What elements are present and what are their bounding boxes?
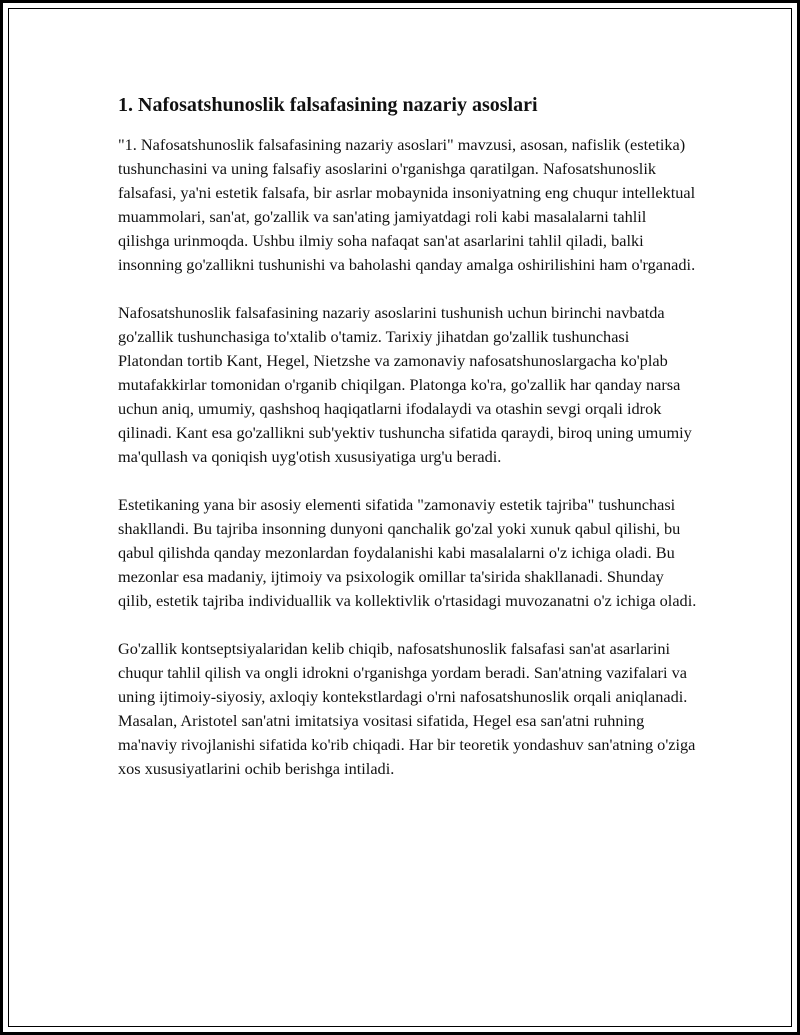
paragraph-4: Go'zallik kontseptsiyalaridan kelib chiqib, nafosatshunoslik falsafasi san'at asarlarini chuqur tahlil qilish va ongli idrokni o'rganishga yordam beradi. San'atning vazifalari va uning ijtimoiy-siyosiy, axloqiy kontekstlardagi o'rni nafosatshunoslik orqali aniqlanadi. Masalan, Aristotel san'atni imitatsiya vositasi sifatida, Hegel esa san'atni ruhning ma'naviy rivojlanishi sifatida ko'rib chiqadi. Har bir teoretik yondashuv san'atning o'ziga xos xususiyatlarini ochib berishga intiladi.	[118, 639, 696, 778]
paragraph-2: Nafosatshunoslik falsafasining nazariy asoslarini tushunish uchun birinchi navbatda go'zallik tushunchasiga to'xtalib o'tamiz. Tarixiy jihatdan go'zallik tushunchasi Platondan tortib Kant, Hegel, Nietzshe va zamonaviy nafosatshunoslargacha ko'plab mutafakkirlar tomonidan o'rganib chiqilgan. Platonga ko'ra, go'zallik har qanday narsa uchun aniq, umumiy, qashshoq haqiqatlarni ifodalaydi va otashin sevgi orqali idrok qilinadi. Kant esa go'zallikni sub'yektiv tushuncha sifatida qaraydi, biroq uning umumiy ma'qullash va qoniqish uyg'otish xususiyatiga urg'u beradi.	[118, 303, 692, 466]
paragraph-3: Estetikaning yana bir asosiy elementi sifatida "zamonaviy estetik tajriba" tushunchasi shakllandi. Bu tajriba insonning dunyoni qanchalik go'zal yoki xunuk qabul qilishi, bu qabul qilishda qanday mezonlardan foydalanishi kabi masalalarni o'z ichiga oladi. Bu mezonlar esa madaniy, ijtimoiy va psixologik omillar ta'sirida shakllanadi. Shunday qilib, estetik tajriba individuallik va kollektivlik o'rtasidagi muvozanatni o'z ichiga oladi.	[118, 495, 697, 610]
section-heading: 1. Nafosatshunoslik falsafasining nazariy asoslari	[118, 94, 538, 116]
paragraph-1: "1. Nafosatshunoslik falsafasining nazariy asoslari" mavzusi, asosan, nafislik (estetika) tushunchasini va uning falsafiy asoslarini o'rganishga qaratilgan. Nafosatshunoslik falsafasi, ya'ni estetik falsafa, bir asrlar mobaynida insoniyatning eng chuqur intellektual muammolari, san'at, go'zallik va san'ating jamiyatdagi roli kabi masalalarni tahlil qilishga urinmoqda. Ushbu ilmiy soha nafaqat san'at asarlarini tahlil qiladi, balki insonning go'zallikni tushunishi va baholashi qanday amalga oshirilishini ham o'rganadi.	[118, 135, 696, 274]
document-body	[118, 92, 698, 805]
